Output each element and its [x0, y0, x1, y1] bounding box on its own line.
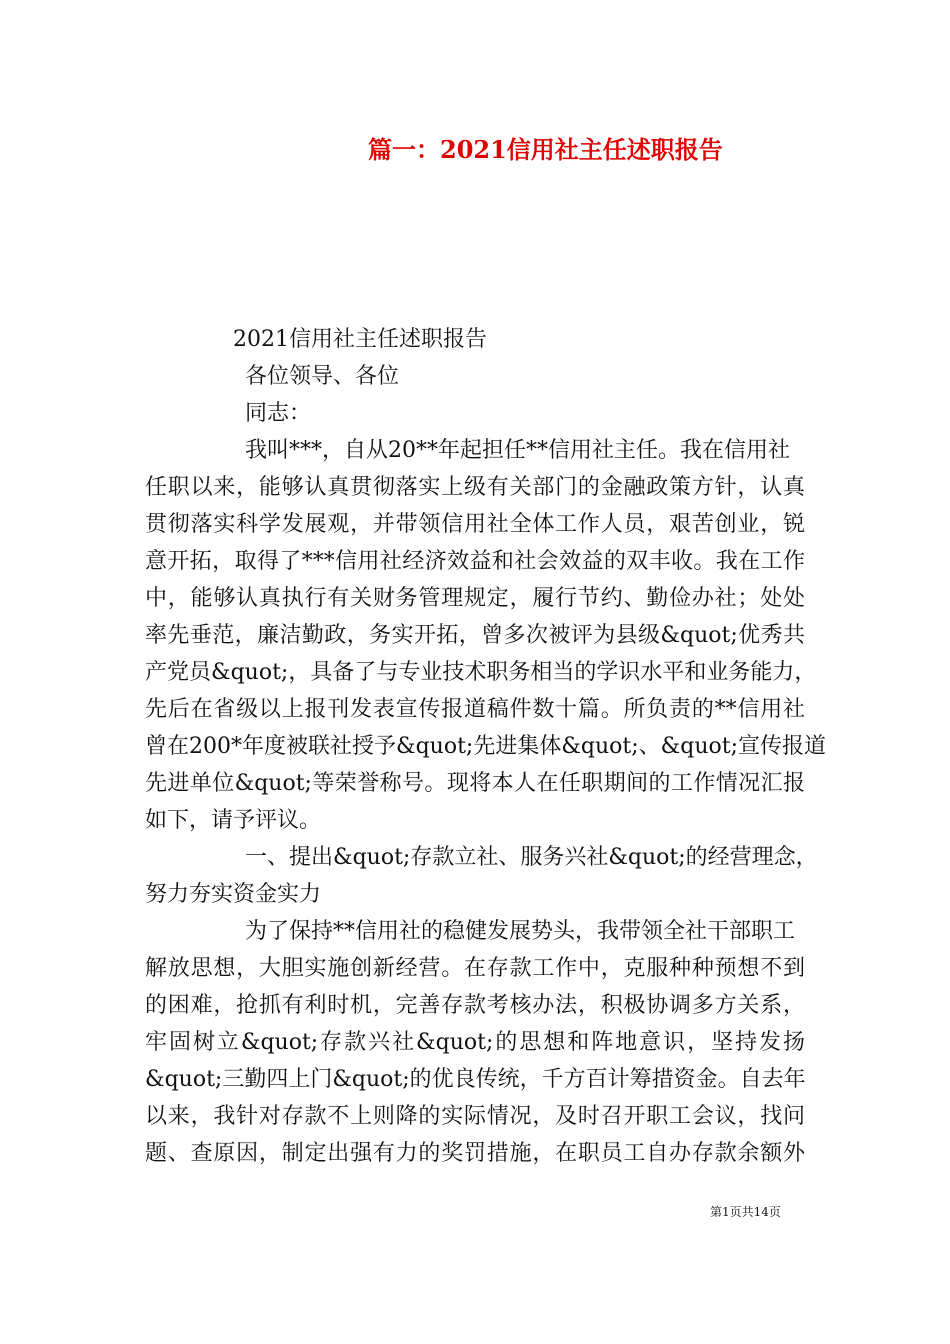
document-main-title: 篇一：2021信用社主任述职报告 — [368, 135, 723, 164]
paragraph-line: 任职以来，能够认真贯彻落实上级有关部门的金融政策方针，认真 — [145, 475, 805, 500]
paragraph-line: 意开拓，取得了***信用社经济效益和社会效益的双丰收。我在工作 — [145, 549, 805, 574]
document-subtitle: 2021信用社主任述职报告 — [233, 327, 487, 352]
paragraph-line: 以来，我针对存款不上则降的实际情况，及时召开职工会议，找问 — [145, 1104, 805, 1129]
paragraph-line: 贯彻落实科学发展观，并带领信用社全体工作人员，艰苦创业，锐 — [145, 512, 805, 537]
salutation-line-2: 同志： — [245, 401, 312, 426]
paragraph-line: 题、查原因，制定出强有力的奖罚措施，在职员工自办存款余额外 — [145, 1141, 805, 1166]
paragraph-line: 中，能够认真执行有关财务管理规定，履行节约、勤俭办社；处处 — [145, 586, 805, 611]
paragraph-line: 牢固树立&quot;存款兴社&quot;的思想和阵地意识，坚持发扬 — [145, 1030, 805, 1055]
paragraph-line: 为了保持**信用社的稳健发展势头，我带领全社干部职工 — [245, 919, 796, 944]
section-heading-line: 努力夯实资金实力 — [145, 882, 322, 907]
paragraph-line: 曾在200*年度被联社授予&quot;先进集体&quot;、&quot;宣传报道 — [145, 734, 826, 759]
paragraph-line: 如下，请予评议。 — [145, 808, 322, 833]
paragraph-line: 产党员&quot;，具备了与专业技术职务相当的学识水平和业务能力， — [145, 660, 817, 685]
section-heading-line: 一、提出&quot;存款立社、服务兴社&quot;的经营理念， — [245, 845, 818, 870]
paragraph-line: 率先垂范，廉洁勤政，务实开拓，曾多次被评为县级&quot;优秀共 — [145, 623, 805, 648]
paragraph-line: 先进单位&quot;等荣誉称号。现将本人在任职期间的工作情况汇报 — [145, 771, 805, 796]
paragraph-line: 的困难，抢抓有利时机，完善存款考核办法，积极协调多方关系， — [145, 993, 805, 1018]
paragraph-line: 先后在省级以上报刊发表宣传报道稿件数十篇。所负责的**信用社 — [145, 697, 805, 722]
paragraph-line: &quot;三勤四上门&quot;的优良传统，千方百计筹措资金。自去年 — [145, 1067, 806, 1092]
page-number-footer: 第1页共14页 — [710, 1205, 781, 1219]
paragraph-line: 解放思想，大胆实施创新经营。在存款工作中，克服种种预想不到 — [145, 956, 805, 981]
salutation-line-1: 各位领导、各位 — [245, 364, 400, 389]
paragraph-line: 我叫***，自从20**年起担任**信用社主任。我在信用社 — [245, 438, 790, 463]
